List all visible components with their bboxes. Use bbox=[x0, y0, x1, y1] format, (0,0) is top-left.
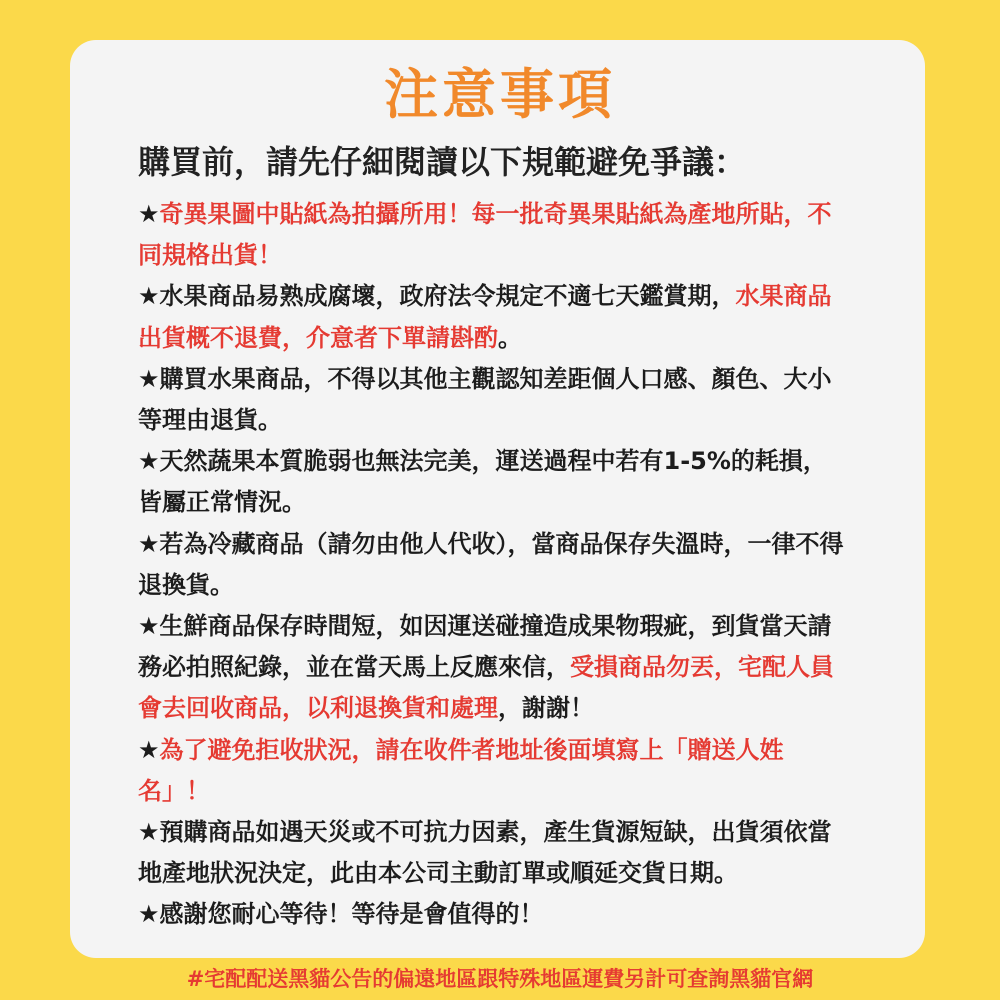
notice-list bbox=[138, 194, 850, 936]
page-subtitle: 購買前，請先仔細閱讀以下規範避免爭議： bbox=[138, 143, 747, 181]
notice-highlight-text: 奇異果圖中貼紙為拍攝所用！每一批奇異果貼紙為產地所貼，不同規格出貨！ bbox=[138, 200, 832, 270]
star-icon: ★ bbox=[138, 364, 160, 393]
star-icon: ★ bbox=[138, 818, 160, 847]
notice-item bbox=[138, 812, 850, 894]
star-icon: ★ bbox=[138, 529, 160, 558]
star-icon: ★ bbox=[138, 200, 160, 228]
notice-highlight-text: 受損商品勿丟，宅配人員會去回收商品，以利退換貨和處理 bbox=[138, 653, 834, 723]
star-icon: ★ bbox=[138, 612, 160, 641]
star-icon: ★ bbox=[138, 282, 160, 311]
notice-item bbox=[138, 359, 850, 441]
shipping-footer-note: #宅配配送黑貓公告的偏遠地區跟特殊地區運費另計可查詢黑貓官網 bbox=[186, 967, 814, 991]
notice-item bbox=[138, 606, 850, 730]
notice-text: 若為冷藏商品（請勿由他人代收），當商品保存失溫時，一律不得退換貨。 bbox=[138, 529, 844, 599]
star-icon: ★ bbox=[138, 735, 160, 764]
notice-highlight-text: 為了避免拒收狀況，請在收件者地址後面填寫上「贈送人姓名」！ bbox=[138, 735, 784, 805]
notice-item bbox=[138, 524, 850, 606]
notice-text: ，謝謝！ bbox=[498, 694, 594, 723]
notice-text: 預購商品如遇天災或不可抗力因素，產生貨源短缺，出貨須依當地產地狀況決定，此由本公司主動訂單或順延交貨日期。 bbox=[138, 818, 832, 888]
notice-text: 購買水果商品，不得以其他主觀認知差距個人口感、顏色、大小等理由退貨。 bbox=[138, 364, 832, 435]
page-title: 注意事項 bbox=[384, 63, 616, 126]
notice-text: 。 bbox=[498, 323, 522, 352]
notice-text: 生鮮商品保存時間短，如因運送碰撞造成果物瑕疵，到貨當天請務必拍照紀錄，並在當天馬上反應來信， bbox=[138, 612, 832, 682]
notice-item bbox=[138, 894, 850, 935]
notice-item bbox=[138, 730, 850, 812]
notice-item bbox=[138, 194, 850, 276]
notice-text: 水果商品易熟成腐壞，政府法令規定不適七天鑑賞期， bbox=[159, 282, 736, 311]
notice-item bbox=[138, 276, 850, 358]
star-icon: ★ bbox=[138, 447, 160, 476]
notice-item bbox=[138, 441, 850, 523]
notice-text: 天然蔬果本質脆弱也無法完美，運送過程中若有1-5%的耗損，皆屬正常情況。 bbox=[138, 447, 827, 517]
notice-highlight-text: 水果商品出貨概不退費，介意者下單請斟酌 bbox=[138, 282, 832, 352]
notice-text: 感謝您耐心等待！等待是會值得的！ bbox=[159, 900, 544, 929]
star-icon: ★ bbox=[138, 900, 160, 929]
